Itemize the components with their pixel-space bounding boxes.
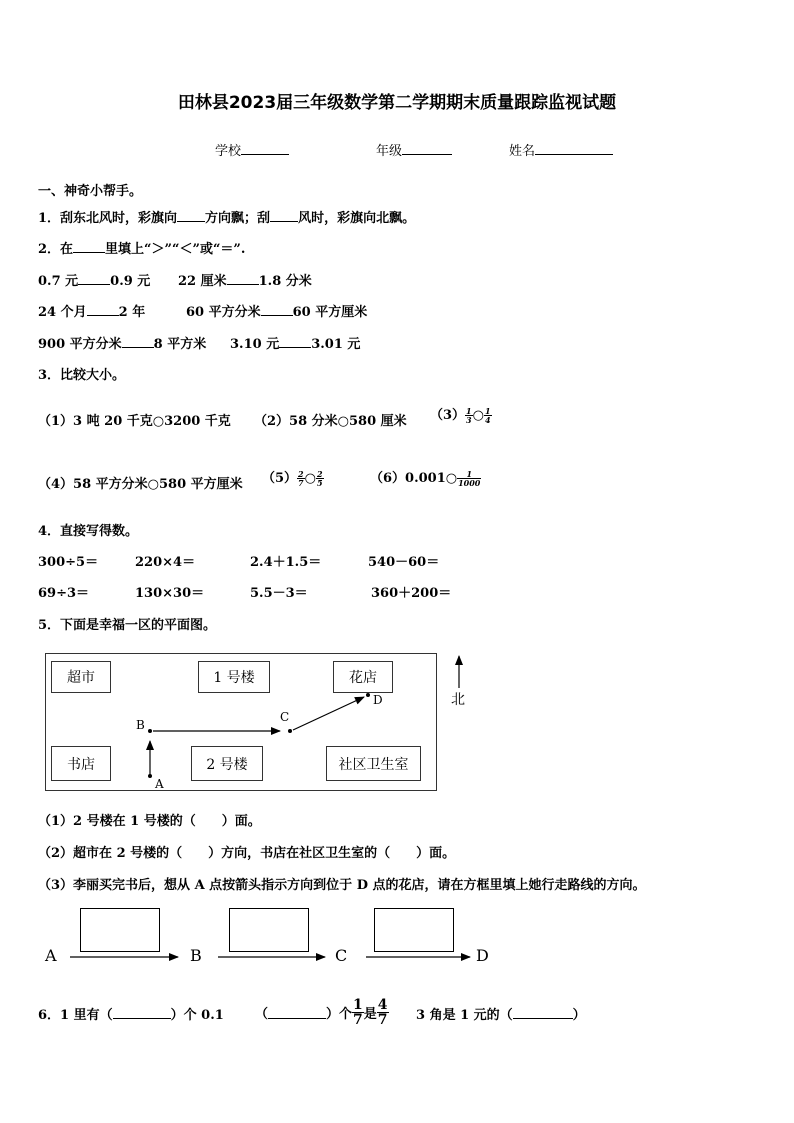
q1-text-2: 方向飘；刮 [205, 211, 271, 226]
q3-item-2: （2）58 分米○580 厘米 [254, 414, 407, 429]
point-a [148, 774, 152, 778]
label-a: A [155, 777, 164, 791]
point-c [288, 729, 292, 733]
q2-left: 60 平方分米 [186, 305, 261, 320]
q4-calc: 2.4＋1.5＝ [250, 555, 322, 570]
q3-item-4: （4）58 平方分米○580 平方厘米 [38, 477, 243, 492]
flow-label-c: C [335, 946, 348, 965]
q5-sub-2: （2）超市在 2 号楼的（ ）方向，书店在社区卫生室的（ ）面。 [38, 846, 456, 861]
q1-text-3: 风时，彩旗向北飘。 [298, 211, 416, 226]
q6-text-4: ）个 [326, 1006, 353, 1022]
q4-calc: 130×30＝ [135, 586, 205, 601]
label-d: D [373, 693, 383, 707]
q6-text-3: （ [255, 1006, 269, 1022]
q6-part-2 [255, 992, 389, 1032]
q6-blank-3[interactable] [513, 1006, 573, 1019]
direction-answer-box-2[interactable] [229, 908, 309, 952]
school-label: 学校 [215, 144, 242, 159]
q6-text-6: 3 角是 1 元的（ [416, 1008, 513, 1023]
building-2-box: 2 号楼 [191, 746, 263, 781]
building-1-box: 1 号楼 [198, 661, 270, 693]
q6-blank-1[interactable] [113, 1006, 171, 1019]
label-b: B [136, 718, 145, 732]
fraction: $\frac{1}{3}$ [466, 406, 472, 425]
q2-intro-b: 里填上“＞”“＜”或“＝”. [105, 242, 246, 257]
q2-intro-a: 2．在 [38, 242, 74, 257]
q3-item-6-label: （6）0.001○ [370, 471, 458, 486]
q2-left: 900 平方分米 [38, 337, 122, 352]
flow-label-d: D [476, 946, 489, 965]
q2-left: 3.10 元 [230, 337, 280, 352]
fraction: $\frac{1}{4}$ [484, 406, 491, 425]
supermarket-box: 超市 [51, 661, 111, 693]
page-title: 田林县2023届三年级数学第二学期期末质量跟踪监视试题 [177, 93, 617, 113]
flow-label-b: B [190, 946, 202, 965]
q4-calc: 540－60＝ [368, 555, 440, 570]
grade-label: 年级 [376, 144, 403, 159]
q3-item-1: （1）3 吨 20 千克○3200 千克 [38, 414, 231, 429]
question-3: 3．比较大小。 [38, 368, 126, 383]
fraction: $\frac{2}{5}$ [316, 469, 323, 488]
q4-calc: 360＋200＝ [371, 586, 452, 601]
compare-circle[interactable]: ○ [472, 408, 484, 423]
q2-right: 8 平方米 [153, 337, 207, 352]
q4-calc: 69÷3＝ [38, 586, 90, 601]
q2-right: 60 平方厘米 [292, 305, 368, 320]
q2-right: 3.01 元 [311, 337, 361, 352]
q6-text-5: 是 [363, 1006, 377, 1022]
q5-sub-3: （3）李丽买完书后，想从 A 点按箭头指示方向到位于 D 点的花店，请在方框里填上她行走路线的方向。 [38, 878, 646, 893]
direction-answer-box-3[interactable] [374, 908, 454, 952]
q6-text-7: ） [572, 1008, 586, 1023]
fraction: $\frac{1}{7}$ [353, 996, 363, 1028]
q6-blank-2[interactable] [268, 1006, 326, 1019]
q6-part-3 [416, 1004, 586, 1023]
question-4: 4．直接写得数。 [38, 524, 139, 539]
bookstore-box: 书店 [51, 746, 111, 781]
fraction: $\frac{1}{1000}$ [458, 469, 481, 488]
q2-left: 22 厘米 [178, 274, 227, 289]
q2-right: 0.9 元 [110, 274, 151, 289]
q4-calc: 220×4＝ [135, 555, 196, 570]
arrow-c-to-d [293, 697, 364, 730]
fraction: $\frac{2}{7}$ [298, 469, 304, 488]
north-label: 北 [451, 692, 465, 708]
q2-right: 1.8 分米 [258, 274, 312, 289]
label-c: C [280, 710, 290, 724]
fraction: $\frac{4}{7}$ [377, 996, 388, 1028]
compare-circle[interactable]: ○ [304, 471, 316, 486]
question-5: 5．下面是幸福一区的平面图。 [38, 618, 217, 633]
point-b [148, 729, 152, 733]
q6-text-2: ）个 0.1 [170, 1008, 224, 1023]
q2-right: 2 年 [118, 305, 146, 320]
question-6 [38, 1004, 224, 1023]
flower-shop-box: 花店 [333, 661, 393, 693]
flow-label-a: A [45, 946, 57, 965]
q1-text-1: 1．刮东北风时，彩旗向 [38, 211, 178, 226]
q3-item-3-label: （3） [430, 408, 466, 423]
q3-item-5-label: （5） [262, 471, 298, 486]
q6-text-1: 6．1 里有（ [38, 1008, 113, 1023]
section-heading: 一、神奇小帮手。 [38, 184, 143, 199]
q4-calc: 5.5－3＝ [250, 586, 308, 601]
q5-sub-1: （1）2 号楼在 1 号楼的（ ）面。 [38, 814, 261, 829]
direction-answer-box-1[interactable] [80, 908, 160, 952]
name-label: 姓名 [509, 144, 536, 159]
point-d [366, 693, 370, 697]
q2-left: 0.7 元 [38, 274, 79, 289]
clinic-box: 社区卫生室 [326, 746, 421, 781]
q4-calc: 300÷5＝ [38, 555, 99, 570]
q2-left: 24 个月 [38, 305, 87, 320]
